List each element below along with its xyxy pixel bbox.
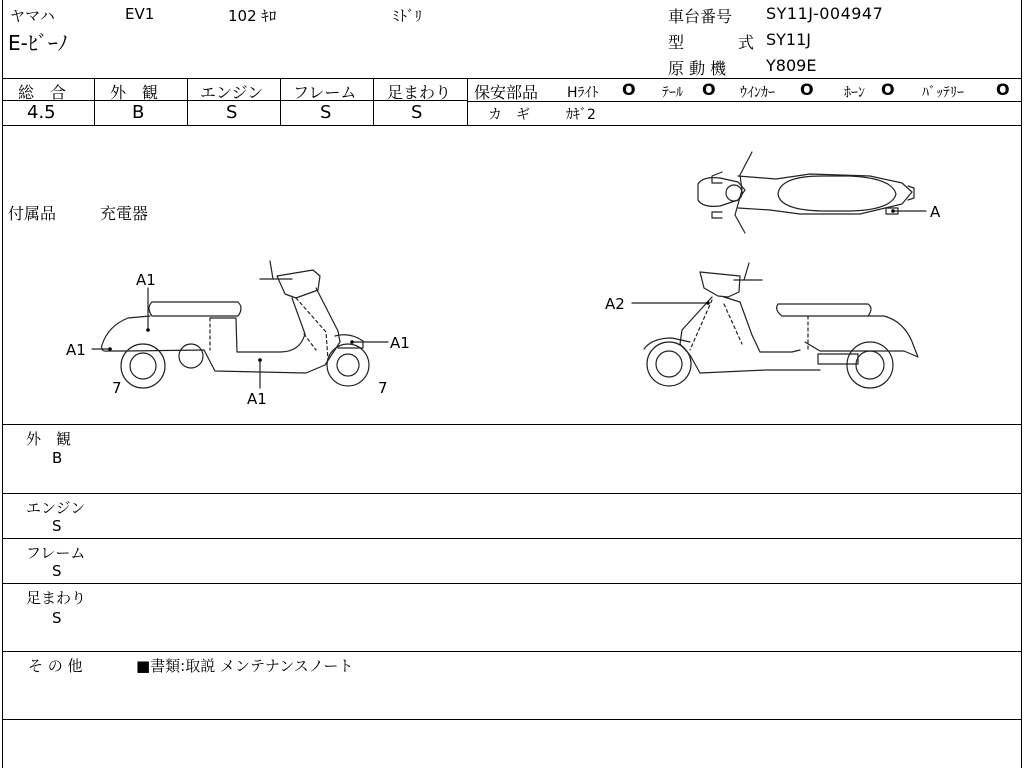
notes-bottom (2, 719, 1022, 720)
type-label-1: 型 (668, 33, 685, 52)
color: ﾐﾄﾞﾘ (392, 7, 423, 25)
notes-sep-4 (2, 651, 1022, 652)
battery-status: O (996, 80, 1010, 99)
winker-status: O (800, 80, 814, 99)
engine-grade-label: エンジン (200, 83, 264, 102)
battery-label: ﾊﾞｯﾃﾘｰ (922, 85, 964, 101)
left-damage-outline (210, 298, 328, 360)
horn-label: ﾎｰﾝ (844, 85, 865, 101)
suspension-grade-label: 足まわり (387, 83, 452, 102)
damage-points (108, 209, 895, 362)
grade-divider-1 (94, 78, 95, 125)
mark-top-a: A (930, 203, 941, 221)
engine-grade: S (226, 102, 238, 123)
grade-divider-5 (467, 78, 468, 125)
mark-left-a1-top: A1 (136, 271, 156, 289)
key-label: カ ギ (488, 107, 530, 123)
mark-left-7-rear: 7 (112, 379, 122, 397)
engine-label: 原 動 機 (668, 59, 727, 78)
mark-right-a2: A2 (605, 295, 625, 313)
frame-grade-label: フレーム (293, 83, 357, 102)
notes-sep-1 (2, 493, 1022, 494)
engine-model: Y809E (766, 56, 817, 75)
notes-sep-2 (2, 538, 1022, 539)
type-label-2: 式 (738, 33, 755, 52)
frame-number-label: 車台番号 (668, 7, 733, 26)
maker: ヤマハ (10, 7, 55, 25)
mark-left-7-front: 7 (378, 379, 388, 397)
notes-engine-value: S (52, 517, 62, 535)
top-view-scooter (698, 152, 914, 233)
headlight-status: O (622, 80, 636, 99)
leader-lines (92, 211, 926, 388)
grade-divider-2 (187, 78, 188, 125)
notes-other-label: そ の 他 (28, 657, 83, 675)
mark-left-a1-bottom: A1 (247, 390, 267, 408)
winker-label: ｳｲﾝｶｰ (740, 85, 775, 101)
notes-frame-label: フレーム (26, 544, 86, 562)
notes-exterior-value: B (52, 449, 63, 467)
overall-label: 総 合 (18, 83, 67, 102)
taillight-status: O (702, 80, 716, 99)
notes-sep-3 (2, 583, 1022, 584)
model-name: E-ﾋﾞｰﾉ (8, 31, 68, 55)
safety-parts-label: 保安部品 (474, 83, 539, 102)
grade-divider-3 (280, 78, 281, 125)
overall-score: 4.5 (27, 102, 56, 123)
accessories-label: 付属品 (8, 204, 57, 223)
mileage: 102 ｷﾛ (228, 7, 277, 25)
notes-other-value: ■書類:取説 メンテナンスノート (136, 657, 354, 675)
headlight-label: Hﾗｲﾄ (567, 85, 599, 101)
horn-status: O (881, 80, 895, 99)
model-code: EV1 (125, 5, 155, 23)
suspension-grade: S (411, 102, 423, 123)
exterior-grade: B (132, 102, 145, 123)
notes-suspension-value: S (52, 609, 62, 627)
notes-top (2, 424, 1022, 425)
notes-engine-label: エンジン (26, 499, 86, 517)
type-value: SY11J (766, 30, 812, 49)
notes-exterior-label: 外 観 (26, 430, 72, 448)
mark-left-a1-rear: A1 (66, 341, 86, 359)
right-side-scooter (644, 263, 918, 388)
scooter-damage-diagram (0, 125, 1024, 425)
key-value: ｶｷﾞ2 (566, 107, 596, 123)
grade-table-top (2, 78, 1022, 79)
accessories-value: 充電器 (100, 204, 149, 223)
exterior-grade-label: 外 観 (110, 83, 159, 102)
frame-number: SY11J-004947 (766, 4, 884, 23)
mark-left-a1-front: A1 (390, 334, 410, 352)
grade-divider-4 (373, 78, 374, 125)
taillight-label: ﾃｰﾙ (662, 85, 683, 101)
frame-grade: S (320, 102, 332, 123)
notes-frame-value: S (52, 562, 62, 580)
notes-suspension-label: 足まわり (26, 589, 87, 607)
